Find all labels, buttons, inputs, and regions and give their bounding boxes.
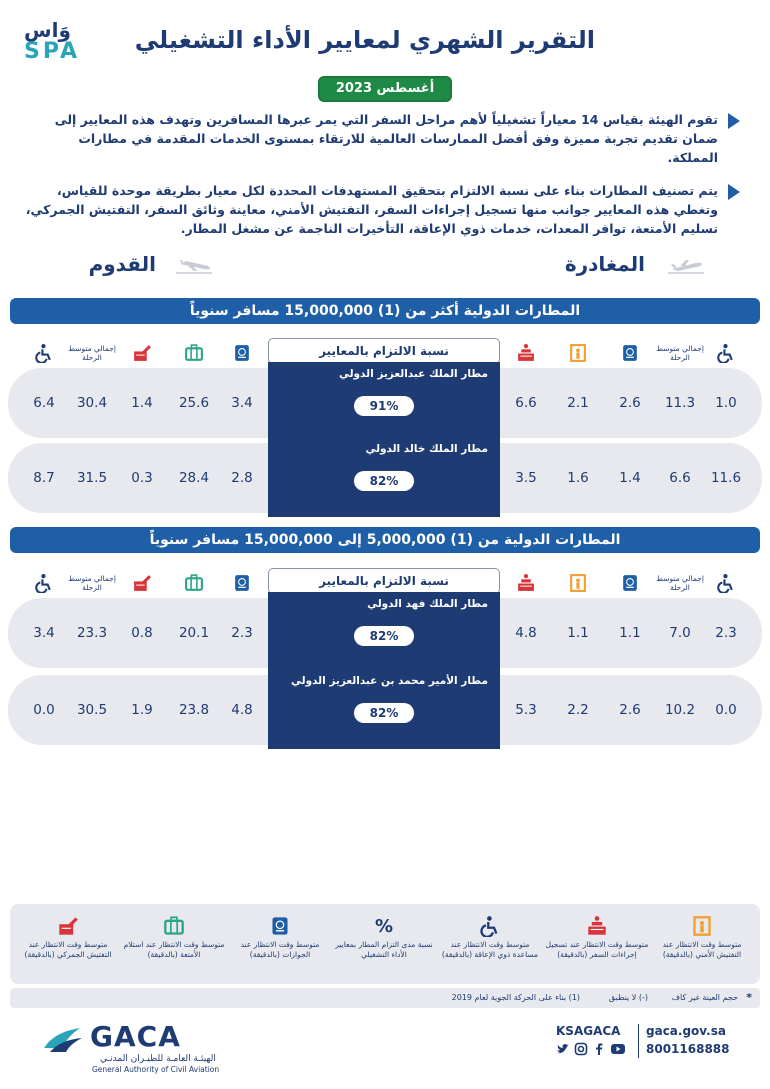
departure-checkin-head xyxy=(500,568,552,598)
departure-passport-head xyxy=(604,568,656,598)
intro-text-1: تقوم الهيئة بقياس 14 معياراً تشغيلياً لأهم مراحل السفر التي يمر عبرها المسافرين وتهدف هذه المعايير إلى ضمان تقديم تجربة مميزة وفق أفضل الممارسات العالمية للارتقاء بمستوى الخدمات المقدمة في مطارات المملكة. xyxy=(54,112,718,165)
arrival-customs-head xyxy=(116,338,168,368)
note-basis: (1) بناء على الحركة الجوية لعام 2019 xyxy=(451,993,580,1002)
compliance-percent: 82% xyxy=(354,471,414,491)
security-gate-icon xyxy=(568,573,588,593)
passport-icon xyxy=(620,343,640,363)
compliance-percent: 91% xyxy=(354,396,414,416)
departure-checkin-value: 5.3 xyxy=(515,702,537,718)
passport-icon xyxy=(620,573,640,593)
section-1-title-bar: المطارات الدولية أكثر من (1) 15,000,000 مسافر سنوياً xyxy=(10,298,760,324)
total-trip-label: إجمالي متوسط الرحلة xyxy=(68,574,116,592)
arrival-total-value: 30.4 xyxy=(76,395,108,411)
note-insufficient: حجم العينة غير كاف xyxy=(671,993,738,1002)
total-trip-label: إجمالي متوسط الرحلة xyxy=(68,344,116,362)
arrival-baggage-value: 25.6 xyxy=(178,395,210,411)
departure-wheelchair-head xyxy=(700,568,752,598)
departure-security-value: 1.6 xyxy=(567,470,589,486)
legend-wheelchair-text: متوسط وقت الانتظار عند مساعدة ذوي الإعاقة (بالدقيقة) xyxy=(441,940,539,959)
twitter-icon[interactable] xyxy=(556,1042,570,1056)
arrival-baggage-head xyxy=(168,568,220,598)
gaca-logo xyxy=(40,1020,220,1080)
departure-security-value: 1.1 xyxy=(567,625,589,641)
security-gate-icon xyxy=(691,915,713,937)
departure-wheelchair-value: 11.6 xyxy=(710,470,742,486)
departure-total-head xyxy=(654,338,706,368)
arrival-passport-value: 2.3 xyxy=(231,625,253,641)
total-trip-label: إجمالي متوسط الرحلة xyxy=(656,574,704,592)
website-link[interactable]: gaca.gov.sa xyxy=(646,1024,726,1038)
wheelchair-icon xyxy=(34,573,54,593)
legend-baggage xyxy=(122,912,226,982)
departure-security-head xyxy=(552,338,604,368)
departure-security-value: 2.1 xyxy=(567,395,589,411)
legend-checkin xyxy=(545,912,649,982)
departure-total-value: 10.2 xyxy=(664,702,696,718)
arrival-passport-value: 3.4 xyxy=(231,395,253,411)
arrival-passport-head xyxy=(216,568,268,598)
gaca-english-name: General Authority of Civil Aviation xyxy=(92,1065,220,1074)
airport-row xyxy=(0,443,770,513)
gaca-wordmark: GACA xyxy=(90,1020,181,1053)
departure-total-value: 6.6 xyxy=(669,470,691,486)
arrival-wheelchair-value: 8.7 xyxy=(33,470,55,486)
departure-security-value: 2.2 xyxy=(567,702,589,718)
departure-checkin-head xyxy=(500,338,552,368)
airport-name: مطار الملك خالد الدولي xyxy=(365,443,488,455)
airport-box xyxy=(268,669,500,749)
arrival-wheelchair-head xyxy=(18,568,70,598)
departure-passport-value: 2.6 xyxy=(619,702,641,718)
passport-icon xyxy=(232,343,252,363)
intro-section xyxy=(25,110,740,252)
wheelchair-icon xyxy=(716,573,736,593)
arrival-wheelchair-head xyxy=(18,338,70,368)
legend-checkin-text: متوسط وقت الانتظار عند تسجيل إجراءات السفر (بالدقيقة) xyxy=(545,940,649,959)
arrival-total-value: 23.3 xyxy=(76,625,108,641)
checkin-counter-icon xyxy=(516,343,536,363)
compliance-column-head: نسبة الالتزام بالمعايير xyxy=(268,568,500,594)
gaca-emblem-icon xyxy=(40,1022,86,1058)
airport-name: مطار الملك عبدالعزيز الدولي xyxy=(338,368,488,380)
total-trip-label: إجمالي متوسط الرحلة xyxy=(656,344,704,362)
airport-row xyxy=(0,368,770,438)
checkin-counter-icon xyxy=(586,915,608,937)
legend-customs xyxy=(16,912,120,982)
wheelchair-icon xyxy=(34,343,54,363)
legend-passport xyxy=(228,912,332,982)
airport-name: مطار الأمير محمد بن عبدالعزيز الدولي xyxy=(291,675,488,687)
notes-bar xyxy=(10,988,760,1008)
spa-logo-arabic: وَاس xyxy=(24,18,71,42)
social-handle[interactable]: KSAGACA xyxy=(556,1024,621,1038)
date-badge: أغسطس 2023 xyxy=(318,76,452,102)
arrival-baggage-value: 28.4 xyxy=(178,470,210,486)
departure-checkin-value: 4.8 xyxy=(515,625,537,641)
legend-wheelchair xyxy=(438,912,542,982)
legend-security-text: متوسط وقت الانتظار عند التفتيش الأمني (بالدقيقة) xyxy=(662,940,742,959)
instagram-icon[interactable] xyxy=(574,1042,588,1056)
arrival-baggage-head xyxy=(168,338,220,368)
departure-wheelchair-value: 2.3 xyxy=(715,625,737,641)
baggage-icon xyxy=(184,573,204,593)
departure-passport-value: 1.1 xyxy=(619,625,641,641)
arrival-plane-icon xyxy=(174,258,214,276)
airport-box xyxy=(268,437,500,517)
arrival-wheelchair-value: 3.4 xyxy=(33,625,55,641)
arrival-wheelchair-value: 0.0 xyxy=(33,702,55,718)
section-2-title-bar: المطارات الدولية من (1) 5,000,000 إلى 15,000,000 مسافر سنوياً xyxy=(10,527,760,553)
baggage-icon xyxy=(184,343,204,363)
departure-wheelchair-head xyxy=(700,338,752,368)
arrival-label: القدوم xyxy=(88,252,156,276)
departure-passport-value: 2.6 xyxy=(619,395,641,411)
intro-paragraph-1 xyxy=(25,110,740,167)
customs-icon xyxy=(57,915,79,937)
legend-customs-text: متوسط وقت الانتظار عند التفتيش الجمركي (بالدقيقة) xyxy=(24,940,112,959)
airport-row xyxy=(0,598,770,668)
customs-icon xyxy=(132,573,152,593)
spa-logo-latin: SPA xyxy=(24,39,80,64)
phone-number: 8001168888 xyxy=(646,1042,730,1056)
security-gate-icon xyxy=(568,343,588,363)
compliance-percent: 82% xyxy=(354,626,414,646)
arrival-passport-head xyxy=(216,338,268,368)
departure-security-head xyxy=(552,568,604,598)
checkin-counter-icon xyxy=(516,573,536,593)
direction-labels xyxy=(0,252,770,286)
bullet-arrow-icon xyxy=(728,184,740,200)
arrival-customs-head xyxy=(116,568,168,598)
page-title: التقرير الشهري لمعايير الأداء التشغيلي xyxy=(134,26,595,54)
legend-passport-text: متوسط وقت الانتظار عند الجوازات (بالدقيقة) xyxy=(240,940,320,959)
arrival-customs-value: 0.3 xyxy=(131,470,153,486)
legend-compliance xyxy=(332,912,436,982)
spa-logo xyxy=(24,20,92,72)
passport-icon xyxy=(269,915,291,937)
customs-icon xyxy=(132,343,152,363)
legend-baggage-text: متوسط وقت الانتظار عند استلام الأمتعة (بالدقيقة) xyxy=(123,940,225,959)
arrival-passport-value: 2.8 xyxy=(231,470,253,486)
note-na: (-) لا ينطبق xyxy=(608,993,648,1002)
bullet-arrow-icon xyxy=(728,113,740,129)
footer xyxy=(0,1014,770,1089)
arrival-customs-value: 1.4 xyxy=(131,395,153,411)
departure-wheelchair-value: 0.0 xyxy=(715,702,737,718)
header xyxy=(0,12,770,96)
airport-name: مطار الملك فهد الدولي xyxy=(367,598,488,610)
facebook-icon[interactable] xyxy=(592,1042,606,1056)
wheelchair-icon xyxy=(479,915,501,937)
compliance-percent: 82% xyxy=(354,703,414,723)
arrival-total-value: 31.5 xyxy=(76,470,108,486)
departure-plane-icon xyxy=(666,258,706,276)
passport-icon xyxy=(232,573,252,593)
contact-divider xyxy=(638,1024,639,1058)
arrival-baggage-value: 23.8 xyxy=(178,702,210,718)
intro-text-2: يتم تصنيف المطارات بناء على نسبة الالتزام بتحقيق المستهدفات المحددة لكل معيار بطريقة موحدة للقياس، وتغطي هذه المعايير جوانب منها تسجيل إجراءات السفر، التفتيش الأمني، معاينة وثائق السفر، التفتيش الجمركي، تسليم الأمتعة، توافر المعدات، خدمات ذوي الإعاقة، التأخيرات الناجمة عن مشغل المطار. xyxy=(25,183,718,236)
departure-checkin-value: 3.5 xyxy=(515,470,537,486)
wheelchair-icon xyxy=(716,343,736,363)
departure-wheelchair-value: 1.0 xyxy=(715,395,737,411)
note-star: * xyxy=(746,991,752,1004)
departure-total-head xyxy=(654,568,706,598)
legend-compliance-text: نسبة مدى التزام المطار بمعايير الأداء التشغيلي xyxy=(335,940,433,959)
baggage-icon xyxy=(163,915,185,937)
percent-icon: % xyxy=(374,915,394,937)
arrival-customs-value: 1.9 xyxy=(131,702,153,718)
gaca-arabic-name: الهيئـة العامـة للطيـران المدنـي xyxy=(100,1054,216,1064)
departure-passport-head xyxy=(604,338,656,368)
legend xyxy=(10,904,760,984)
contact-info xyxy=(556,1024,736,1074)
arrival-total-head xyxy=(66,338,118,368)
arrival-customs-value: 0.8 xyxy=(131,625,153,641)
arrival-total-head xyxy=(66,568,118,598)
departure-total-value: 11.3 xyxy=(664,395,696,411)
departure-total-value: 7.0 xyxy=(669,625,691,641)
airport-box xyxy=(268,362,500,442)
arrival-wheelchair-value: 6.4 xyxy=(33,395,55,411)
airport-box xyxy=(268,592,500,672)
legend-security xyxy=(650,912,754,982)
departure-label: المغادرة xyxy=(564,252,645,276)
airport-row xyxy=(0,675,770,745)
social-icons xyxy=(556,1042,626,1058)
intro-paragraph-2 xyxy=(25,181,740,238)
arrival-total-value: 30.5 xyxy=(76,702,108,718)
departure-passport-value: 1.4 xyxy=(619,470,641,486)
compliance-column-head: نسبة الالتزام بالمعايير xyxy=(268,338,500,364)
arrival-passport-value: 4.8 xyxy=(231,702,253,718)
departure-checkin-value: 6.6 xyxy=(515,395,537,411)
arrival-baggage-value: 20.1 xyxy=(178,625,210,641)
youtube-icon[interactable] xyxy=(610,1042,626,1056)
